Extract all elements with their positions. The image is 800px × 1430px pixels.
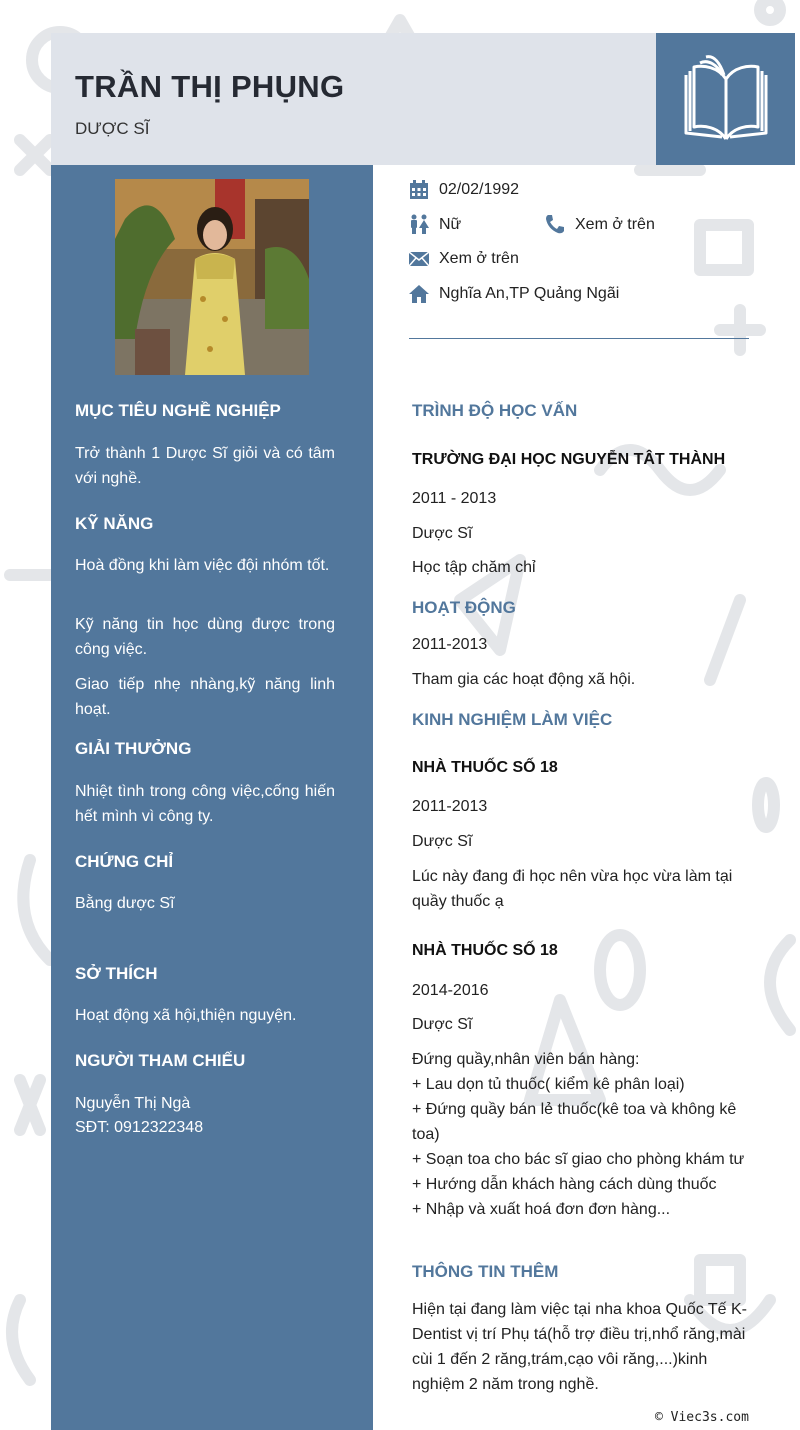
- skill-item: Hoà đồng khi làm việc đội nhóm tốt.: [75, 557, 330, 574]
- duty-line: + Lau dọn tủ thuốc( kiểm kê phân loại): [412, 1076, 685, 1093]
- header-logo: [656, 33, 795, 165]
- awards-text: Nhiệt tình trong công việc,cống hiến hết mình vì công ty.: [75, 783, 335, 825]
- contact-divider: [409, 338, 749, 339]
- skill-item: Giao tiếp nhẹ nhàng,kỹ năng linh hoạt.: [75, 676, 335, 718]
- education-title: TRÌNH ĐỘ HỌC VẤN: [412, 401, 578, 420]
- job-period: 2011-2013: [412, 798, 488, 815]
- job-position: Dược Sĩ: [412, 833, 473, 850]
- duty-line: + Soạn toa cho bác sĩ giao cho phòng khám tư: [412, 1151, 745, 1168]
- additional-title: THÔNG TIN THÊM: [412, 1262, 559, 1281]
- address-value: Nghĩa An,TP Quảng Ngãi: [439, 285, 620, 302]
- email-icon: [409, 249, 429, 269]
- activities-text: Tham gia các hoạt động xã hội.: [412, 671, 636, 688]
- email-value: Xem ở trên: [439, 250, 519, 267]
- duty-line: + Nhập và xuất hoá đơn đơn hàng...: [412, 1201, 671, 1218]
- header: [51, 33, 656, 165]
- gender-value: Nữ: [439, 216, 462, 233]
- certificates-text: Bằng dược Sĩ: [75, 895, 175, 912]
- reference-phone: SĐT: 0912322348: [75, 1119, 204, 1136]
- education-major: Dược Sĩ: [412, 525, 473, 542]
- job-description: Lúc này đang đi học nên vừa học vừa làm tại quầy thuốc ạ: [412, 868, 733, 910]
- candidate-name: TRẦN THỊ PHỤNG: [75, 69, 345, 104]
- hobbies-title: SỞ THÍCH: [75, 964, 158, 983]
- skills-title: KỸ NĂNG: [75, 514, 154, 533]
- home-icon: [409, 284, 429, 304]
- education-school: TRƯỜNG ĐẠI HỌC NGUYỄN TÂT THÀNH: [412, 451, 726, 468]
- duty-line: + Đứng quầy bán lẻ thuốc(kê toa và không kê toa): [412, 1101, 737, 1143]
- references-title: NGƯỜI THAM CHIẾU: [75, 1051, 246, 1070]
- education-note: Học tập chăm chỉ: [412, 559, 536, 576]
- additional-text: Hiện tại đang làm việc tại nha khoa Quốc Tế K-Dentist vị trí Phụ tá(hỗ trợ điều trị,nhổ răng,mài cùi 1 đến 2 răng,trám,cạo vôi răng,...)kinh nghiệm 2 năm trong nghề.: [412, 1301, 747, 1393]
- education-period: 2011 - 2013: [412, 490, 497, 507]
- job-period: 2014-2016: [412, 982, 489, 999]
- job-company: NHÀ THUỐC SỐ 18: [412, 942, 558, 959]
- job-position: Dược Sĩ: [412, 1016, 473, 1033]
- footer-watermark: © Viec3s.com: [655, 1410, 749, 1425]
- gender-icon: [409, 214, 429, 234]
- job-duties: [412, 1047, 757, 1222]
- duty-line: + Hướng dẫn khách hàng cách dùng thuốc: [412, 1176, 717, 1193]
- awards-title: GIẢI THƯỞNG: [75, 739, 192, 758]
- objective-title: MỤC TIÊU NGHỀ NGHIỆP: [75, 401, 281, 420]
- objective-text: Trở thành 1 Dược Sĩ giỏi và có tâm với nghề.: [75, 445, 335, 487]
- phone-icon: [545, 214, 565, 234]
- job-company: NHÀ THUỐC SỐ 18: [412, 759, 558, 776]
- calendar-icon: [409, 180, 429, 200]
- open-book-icon: [678, 53, 774, 145]
- duty-line: Đứng quầy,nhân viên bán hàng:: [412, 1051, 640, 1068]
- skill-item: Kỹ năng tin học dùng được trong công việc.: [75, 616, 335, 658]
- birthday-value: 02/02/1992: [439, 181, 520, 198]
- profile-photo: [115, 179, 309, 375]
- activities-title: HOẠT ĐỘNG: [412, 598, 516, 617]
- experience-title: KINH NGHIỆM LÀM VIỆC: [412, 710, 613, 729]
- sidebar: [51, 165, 373, 1430]
- hobbies-text: Hoạt động xã hội,thiện nguyện.: [75, 1007, 297, 1024]
- phone-value: Xem ở trên: [575, 216, 655, 233]
- job-title: DƯỢC SĨ: [75, 119, 150, 138]
- certificates-title: CHỨNG CHỈ: [75, 852, 174, 871]
- activities-period: 2011-2013: [412, 636, 488, 653]
- reference-name: Nguyễn Thị Ngà: [75, 1095, 191, 1112]
